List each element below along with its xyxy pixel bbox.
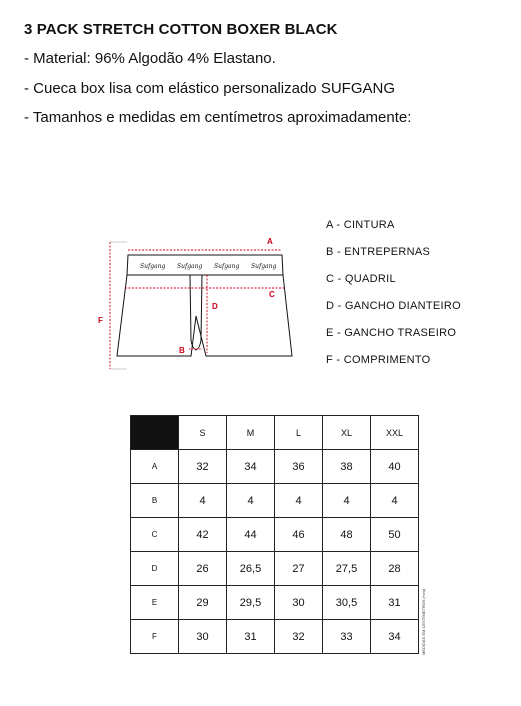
row-label: E [131,586,179,620]
table-cell: 27,5 [323,552,371,586]
table-cell: 30 [275,586,323,620]
table-cell: 4 [371,484,419,518]
table-row [131,586,419,620]
material-line: - Material: 96% Algodão 4% Elastano. [24,50,276,67]
table-cell: 50 [371,518,419,552]
table-cell: 26,5 [227,552,275,586]
label-c: C [269,290,275,299]
row-label: C [131,518,179,552]
crotch-pouch-outline [190,275,202,350]
table-cell: 33 [323,620,371,654]
table-row [131,450,419,484]
table-cell: 34 [227,450,275,484]
table-cell: 46 [275,518,323,552]
table-cell: 28 [371,552,419,586]
size-table-header-row [131,416,419,450]
waistband-logo: Sufgang [177,263,203,270]
row-label: D [131,552,179,586]
table-cell: 29 [179,586,227,620]
row-label: A [131,450,179,484]
table-cell: 48 [323,518,371,552]
label-f: F [98,316,103,325]
waistband-logo: Sufgang [214,263,240,270]
table-cell: 4 [227,484,275,518]
label-b: B [179,346,185,355]
table-cell: 27 [275,552,323,586]
table-cell: 38 [323,450,371,484]
units-note-text: MEDIDAS EM CENTÍMETROS (*cm) [421,588,426,655]
table-row [131,484,419,518]
units-note [421,565,429,655]
legend-item: B - ENTREPERNAS [326,246,431,258]
table-row [131,518,419,552]
label-a: A [267,237,273,246]
table-cell: 4 [179,484,227,518]
table-cell: 31 [371,586,419,620]
legend-item: C - QUADRIL [326,273,396,285]
table-row [131,552,419,586]
measurement-legend [326,218,461,380]
table-cell: 32 [275,620,323,654]
waistband-logo: Sufgang [251,263,277,270]
legend-item: D - GANCHO DIANTEIRO [326,300,461,312]
size-header: M [227,416,275,450]
size-table [130,415,419,654]
table-cell: 4 [323,484,371,518]
product-title: 3 PACK STRETCH COTTON BOXER BLACK [24,21,338,38]
description-line: - Cueca box lisa com elástico personalizado SUFGANG [24,80,395,97]
size-header: L [275,416,323,450]
table-cell: 31 [227,620,275,654]
boxer-body-outline [117,275,292,356]
table-corner-cell [131,416,179,450]
size-header: XXL [371,416,419,450]
legend-item: F - COMPRIMENTO [326,354,431,366]
legend-item: E - GANCHO TRASEIRO [326,327,457,339]
waistband-logo: Sufgang [140,263,166,270]
row-label: B [131,484,179,518]
sizes-intro-line: - Tamanhos e medidas em centímetros aproximadamente: [24,109,412,126]
size-header: S [179,416,227,450]
table-cell: 30 [179,620,227,654]
table-cell: 29,5 [227,586,275,620]
table-cell: 34 [371,620,419,654]
table-cell: 4 [275,484,323,518]
table-cell: 26 [179,552,227,586]
legend-item: A - CINTURA [326,219,395,231]
table-cell: 44 [227,518,275,552]
table-cell: 36 [275,450,323,484]
table-row [131,620,419,654]
label-d: D [212,302,218,311]
table-cell: 40 [371,450,419,484]
table-cell: 42 [179,518,227,552]
row-label: F [131,620,179,654]
boxer-measurement-diagram [95,228,310,373]
table-cell: 32 [179,450,227,484]
size-header: XL [323,416,371,450]
table-cell: 30,5 [323,586,371,620]
